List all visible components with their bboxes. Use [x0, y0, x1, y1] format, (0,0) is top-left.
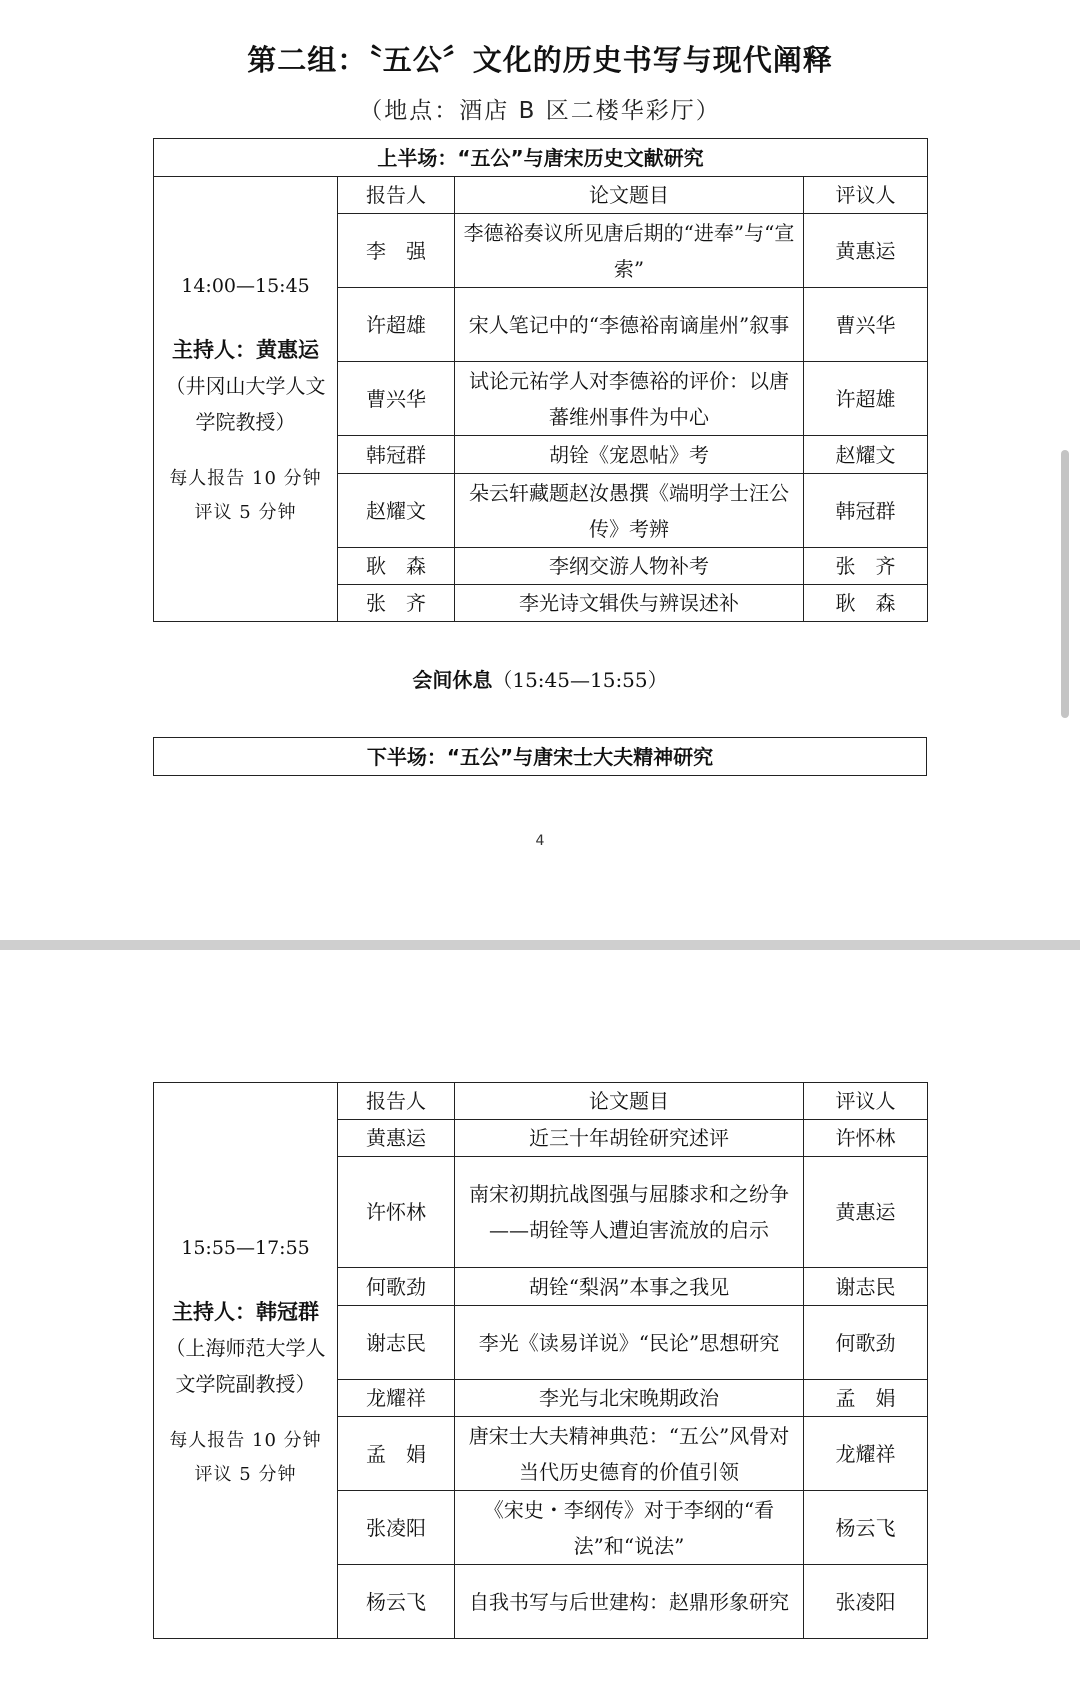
topic-cell: 试论元祐学人对李德裕的评价：以唐蕃维州事件为中心	[455, 362, 804, 436]
reporter-cell: 韩冠群	[338, 436, 455, 474]
session1-host: 主持人：黄惠运	[172, 337, 319, 362]
col-header-commentator: 评议人	[804, 177, 928, 214]
session2-host-affiliation: （上海师范大学人文学院副教授）	[165, 1335, 326, 1396]
reporter-cell: 杨云飞	[338, 1565, 455, 1639]
session1-rule-2: 评议 5 分钟	[194, 502, 297, 523]
session1-time: 14:00—15:45	[181, 275, 310, 297]
topic-cell: 李纲交游人物补考	[455, 548, 804, 585]
col-header-topic: 论文题目	[455, 1083, 804, 1120]
commentator-cell: 曹兴华	[804, 288, 928, 362]
commentator-cell: 何歌劲	[804, 1306, 928, 1380]
col-header-reporter: 报告人	[338, 1083, 455, 1120]
reporter-cell: 张凌阳	[338, 1491, 455, 1565]
page-separator	[0, 940, 1080, 950]
commentator-cell: 韩冠群	[804, 474, 928, 548]
reporter-cell: 耿 森	[338, 548, 455, 585]
session2-table	[153, 1082, 928, 1639]
session2-info-cell	[154, 1083, 338, 1639]
page-number: 4	[535, 833, 545, 849]
commentator-cell: 耿 森	[804, 585, 928, 622]
reporter-cell: 黄惠运	[338, 1120, 455, 1157]
col-header-commentator: 评议人	[804, 1083, 928, 1120]
commentator-cell: 杨云飞	[804, 1491, 928, 1565]
session1-rule	[160, 462, 331, 530]
session1-table	[153, 138, 928, 622]
scrollbar-thumb[interactable]	[1061, 450, 1069, 718]
session2-rule-2: 评议 5 分钟	[194, 1463, 297, 1485]
session2-header: 下半场：“五公”与唐宋士大夫精神研究	[154, 738, 927, 776]
commentator-cell: 龙耀祥	[804, 1417, 928, 1491]
session2-host: 主持人：韩冠群	[172, 1298, 319, 1324]
commentator-cell: 许怀林	[804, 1120, 928, 1157]
document-page-2	[0, 950, 1080, 1697]
col-header-topic: 论文题目	[455, 177, 804, 214]
topic-cell: 李德裕奏议所见唐后期的“进奉”与“宣索”	[455, 214, 804, 288]
topic-cell: 李光诗文辑佚与辨误述补	[455, 585, 804, 622]
commentator-cell: 张凌阳	[804, 1565, 928, 1639]
topic-cell: 朵云轩藏题赵汝愚撰《端明学士汪公传》考辨	[455, 474, 804, 548]
topic-cell: 自我书写与后世建构：赵鼎形象研究	[455, 1565, 804, 1639]
topic-cell: 胡铨“梨涡”本事之我见	[455, 1268, 804, 1306]
topic-cell: 南宋初期抗战图强与屈膝求和之纷争——胡铨等人遭迫害流放的启示	[455, 1157, 804, 1268]
break-time: （15:45—15:55）	[492, 668, 668, 692]
session1-host-affiliation: （井冈山大学人文学院教授）	[165, 374, 326, 434]
session2-rule	[160, 1424, 331, 1492]
session2-rule-1: 每人报告 10 分钟	[169, 1429, 322, 1451]
reporter-cell: 龙耀祥	[338, 1380, 455, 1417]
commentator-cell: 许超雄	[804, 362, 928, 436]
commentator-cell: 孟 娟	[804, 1380, 928, 1417]
commentator-cell: 赵耀文	[804, 436, 928, 474]
session1-header: 上半场：“五公”与唐宋历史文献研究	[154, 139, 928, 177]
session1-rule-1: 每人报告 10 分钟	[169, 468, 322, 489]
topic-cell: 唐宋士大夫精神典范：“五公”风骨对当代历史德育的价值引领	[455, 1417, 804, 1491]
commentator-cell: 黄惠运	[804, 1157, 928, 1268]
topic-cell: 近三十年胡铨研究述评	[455, 1120, 804, 1157]
reporter-cell: 谢志民	[338, 1306, 455, 1380]
topic-cell: 胡铨《宠恩帖》考	[455, 436, 804, 474]
location-subtitle: （地点：酒店 B 区二楼华彩厅）	[359, 98, 721, 124]
session2-header-table	[153, 737, 927, 776]
reporter-cell: 赵耀文	[338, 474, 455, 548]
session1-info-cell	[154, 177, 338, 622]
reporter-cell: 孟 娟	[338, 1417, 455, 1491]
topic-cell: 李光与北宋晚期政治	[455, 1380, 804, 1417]
session2-time: 15:55—17:55	[181, 1236, 310, 1259]
topic-cell: 李光《读易详说》“民论”思想研究	[455, 1306, 804, 1380]
col-header-reporter: 报告人	[338, 177, 455, 214]
reporter-cell: 李 强	[338, 214, 455, 288]
reporter-cell: 许怀林	[338, 1157, 455, 1268]
topic-cell: 《宋史・李纲传》对于李纲的“看法”和“说法”	[455, 1491, 804, 1565]
break-line	[0, 664, 1080, 693]
break-label: 会间休息	[412, 668, 493, 692]
commentator-cell: 张 齐	[804, 548, 928, 585]
commentator-cell: 黄惠运	[804, 214, 928, 288]
topic-cell: 宋人笔记中的“李德裕南谪崖州”叙事	[455, 288, 804, 362]
reporter-cell: 张 齐	[338, 585, 455, 622]
commentator-cell: 谢志民	[804, 1268, 928, 1306]
reporter-cell: 许超雄	[338, 288, 455, 362]
group-title: 第二组：〝五公〞文化的历史书写与现代阐释	[247, 43, 833, 77]
reporter-cell: 曹兴华	[338, 362, 455, 436]
reporter-cell: 何歌劲	[338, 1268, 455, 1306]
